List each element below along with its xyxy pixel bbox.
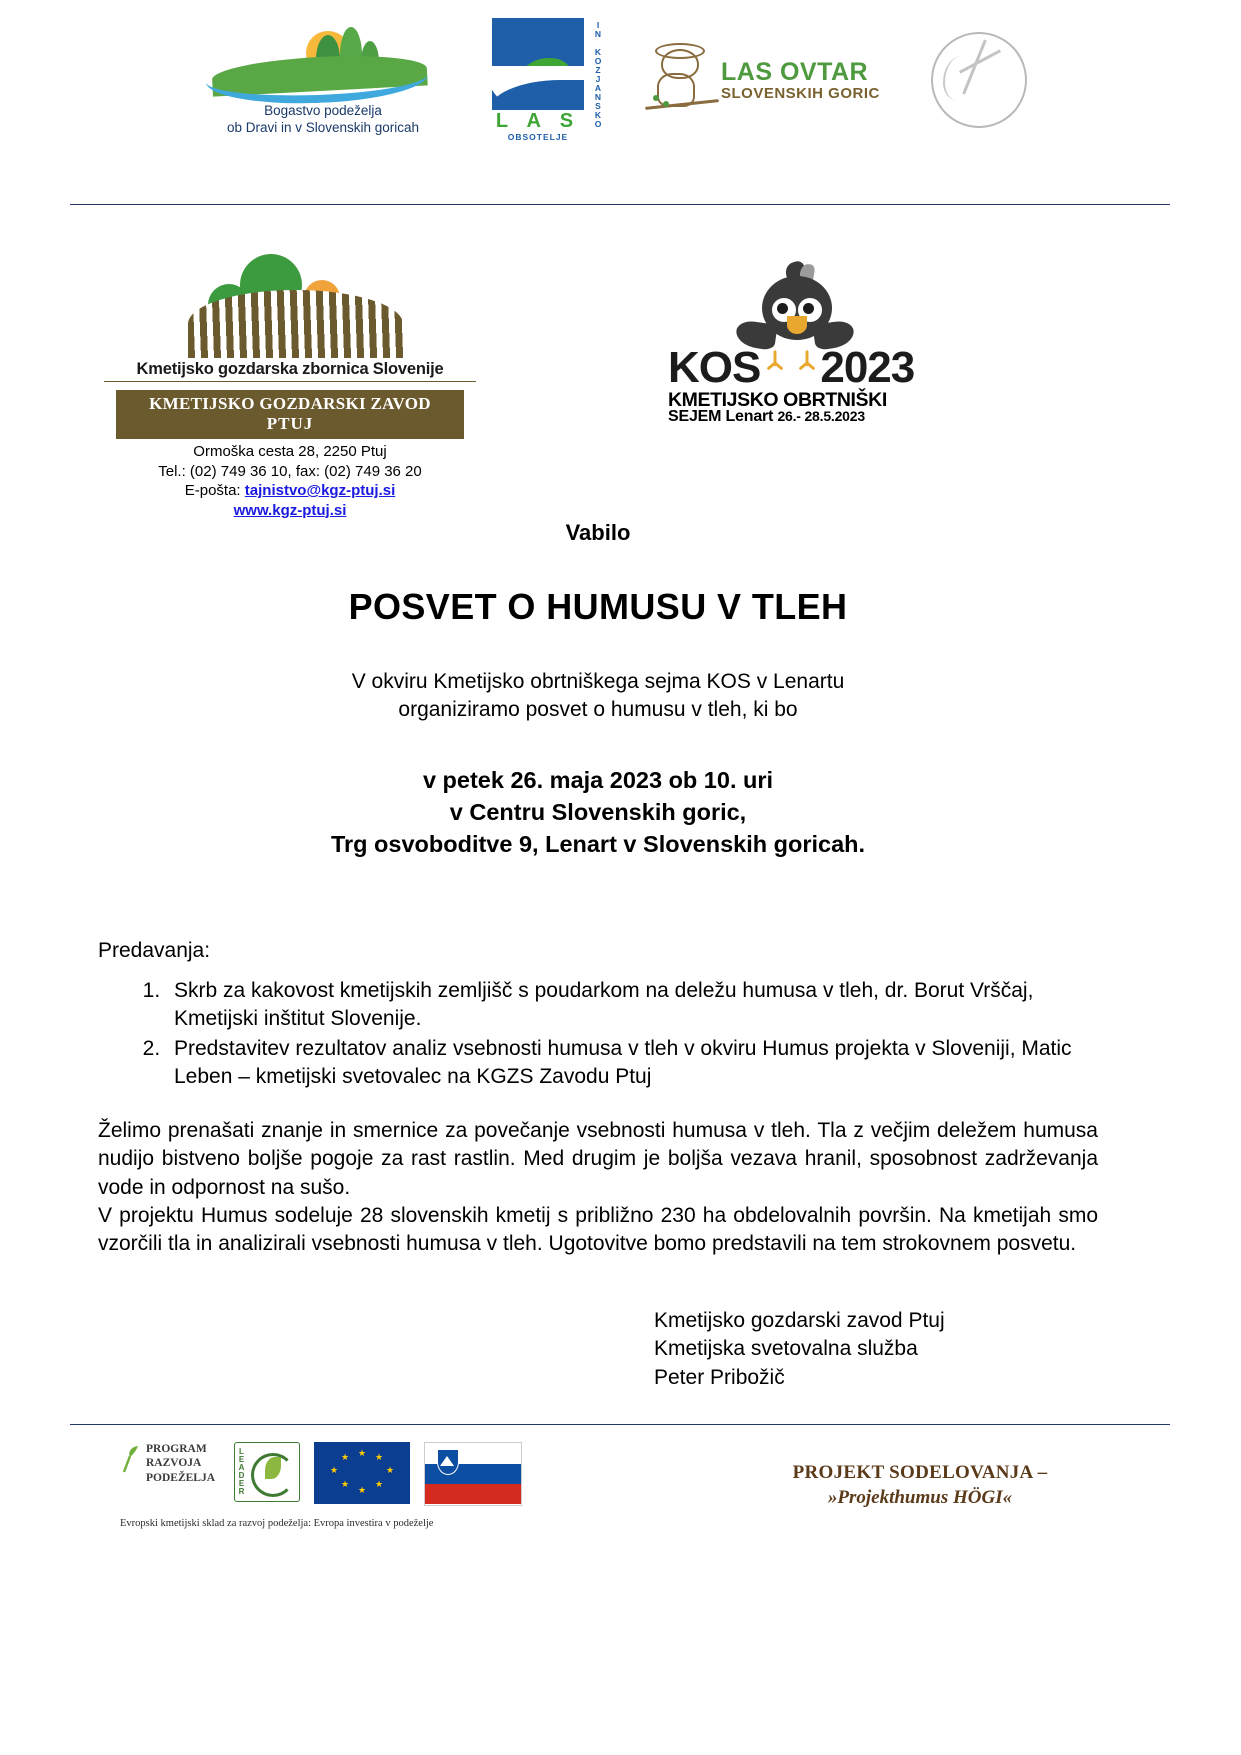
footer-divider — [70, 1424, 1170, 1425]
institute-band-line2: PTUJ — [266, 414, 314, 434]
partner-logo-strip — [0, 16, 1241, 146]
bogastvo-caption — [198, 103, 448, 137]
event-details — [98, 765, 1098, 860]
leader-label: LEADER — [237, 1447, 246, 1495]
event-venue: v Centru Slovenskih goric, — [449, 799, 747, 826]
kos-2023-logo — [668, 262, 924, 432]
vineyard-figure-icon — [643, 41, 721, 121]
las-emblem-icon — [492, 18, 584, 110]
bogastvo-emblem-icon — [198, 21, 448, 99]
circle-sketch-logo — [923, 26, 1043, 136]
prp-logo — [120, 1442, 220, 1485]
river-wave-icon — [206, 69, 429, 107]
event-datetime: v petek 26. maja 2023 ob 10. uri — [422, 767, 774, 794]
las-obsotelje-logo — [488, 16, 603, 146]
kgzs-letterhead — [104, 248, 476, 520]
beak-icon — [787, 316, 807, 334]
grape-dot-icon — [653, 95, 659, 101]
lectures-list — [98, 977, 1098, 1092]
phone-line: Tel.: (02) 749 36 10, fax: (02) 749 36 20 — [158, 462, 422, 480]
list-item: 1. Skrb za kakovost kmetijskih zemljišč s poudarkom na deležu humusa v tleh, dr. Borut Vrščaj, Kmetijski inštitut Slovenije. — [166, 977, 1098, 1033]
kos-fair-name: SEJEM Lenart — [668, 408, 774, 425]
prp-line1: PROGRAM — [146, 1443, 207, 1455]
project-title-block — [670, 1462, 1170, 1509]
institute-band-line1: KMETIJSKO GOZDARSKI ZAVOD — [149, 394, 431, 413]
prp-wordmark — [146, 1442, 220, 1485]
grape-dot-icon — [663, 101, 669, 107]
ovtar-wordmark — [721, 57, 883, 103]
signature-dept: Kmetijska svetovalna služba — [654, 1337, 918, 1361]
email-label: E-pošta: — [184, 482, 241, 500]
leaf-sprout-icon — [120, 1444, 142, 1474]
las-wordmark: L A S — [495, 110, 581, 132]
footer — [70, 1436, 1170, 1556]
slovenia-flag-icon — [424, 1442, 522, 1506]
body-paragraph-2: V projektu Humus sodeluje 28 slovenskih kmetij s približno 230 ha obdelovalnih površin. Na kmetijah smo vzorčili tla in analizirali vsebnosti humusa v tleh. Ugotovitve bomo predstavili na tem strokovnem posvetu. — [98, 1204, 1098, 1256]
footer-logo-row — [120, 1442, 522, 1506]
eafrd-caption: Evropski kmetijski sklad za razvoj podeželja: Evropa investira v podeželje — [120, 1518, 434, 1529]
las-ovtar-logo — [643, 36, 883, 126]
signature-person: Peter Pribožič — [654, 1365, 785, 1389]
ovtar-line2: SLOVENSKIH GORIC — [721, 84, 880, 102]
intro-line-2: organiziramo posvet o humusu v tleh, ki bo — [398, 697, 798, 721]
signature-block — [98, 1307, 1098, 1393]
bogastvo-caption-line2: ob Dravi in v Slovenskih goricah — [226, 119, 420, 135]
kos-fair-dates: 26.- 28.5.2023 — [777, 408, 865, 424]
intro-paragraph — [98, 668, 1098, 723]
lectures-label: Predavanja: — [98, 938, 211, 962]
kos-subtitle-line1: KMETIJSKO OBRTNIŠKI — [668, 389, 887, 411]
event-address: Trg osvoboditve 9, Lenart v Slovenskih goricah. — [330, 830, 866, 857]
kos-word-text: KOS — [668, 343, 761, 392]
las-vertical-text: IN KOZJANSKO — [593, 20, 603, 128]
letterhead-rule — [104, 381, 476, 382]
las-subtitle: OBSOTELJE — [507, 132, 569, 142]
invitation-body — [98, 520, 1098, 1392]
kicker-vabilo: Vabilo — [565, 520, 631, 545]
ovtar-line1: LAS OVTAR — [721, 57, 869, 86]
eu-flag-icon: ★ ★ ★ ★ ★ ★ ★ ★ — [314, 1442, 410, 1504]
institute-band — [116, 390, 464, 439]
kos-subtitle-line2 — [668, 408, 924, 426]
email-line — [104, 481, 476, 501]
intro-line-1: V okviru Kmetijsko obrtniškega sejma KOS v Lenartu — [351, 670, 845, 693]
address-line: Ormoška cesta 28, 2250 Ptuj — [193, 443, 387, 461]
list-item: 2. Predstavitev rezultatov analiz vsebnosti humusa v tleh v okviru Humus projekta v Sloveniji, Matic Leben – kmetijski svetovalec na KGZS Zavodu Ptuj — [166, 1035, 1098, 1091]
body-paragraph-1: Želimo prenašati znanje in smernice za povečanje vsebnosti humusa v tleh. Tla z večjim deležem humusa nudijo bistveno boljše pogoje za rast rastlin. Med drugim je boljša vezava hranil, sposobnost zadrževanja vode in odpornost na sušo. — [98, 1119, 1098, 1199]
kos-year-text: 2023 — [820, 343, 915, 392]
kgzs-emblem-icon — [104, 248, 476, 360]
header-divider — [70, 204, 1170, 205]
website-link[interactable]: www.kgz-ptuj.si — [233, 501, 347, 519]
prp-line3: PODEŽELJA — [146, 1471, 216, 1484]
pupil-icon — [777, 303, 788, 314]
stroke-icon — [943, 56, 975, 100]
signature-org: Kmetijsko gozdarski zavod Ptuj — [654, 1308, 945, 1332]
plowed-field-icon — [188, 290, 403, 358]
bogastvo-podezelja-logo — [198, 21, 448, 141]
prp-line2: RAZVOJA — [146, 1457, 202, 1470]
page-title: POSVET O HUMUSU V TLEH — [348, 586, 848, 627]
triglav-peak-icon — [440, 1456, 454, 1466]
bogastvo-caption-line1: Bogastvo podeželja — [264, 103, 382, 118]
email-link[interactable]: tajnistvo@kgz-ptuj.si — [244, 482, 396, 500]
leader-logo — [234, 1442, 300, 1502]
chamber-name: Kmetijsko gozdarska zbornica Slovenije — [136, 360, 444, 378]
project-line-1: PROJEKT SODELOVANJA – — [792, 1462, 1048, 1483]
kos-wordmark — [668, 343, 924, 392]
flag-stripe-red — [425, 1484, 521, 1504]
pupil-icon — [803, 303, 814, 314]
letterhead-contact — [104, 442, 476, 520]
project-line-2: »Projekthumus HÖGI« — [827, 1487, 1013, 1508]
